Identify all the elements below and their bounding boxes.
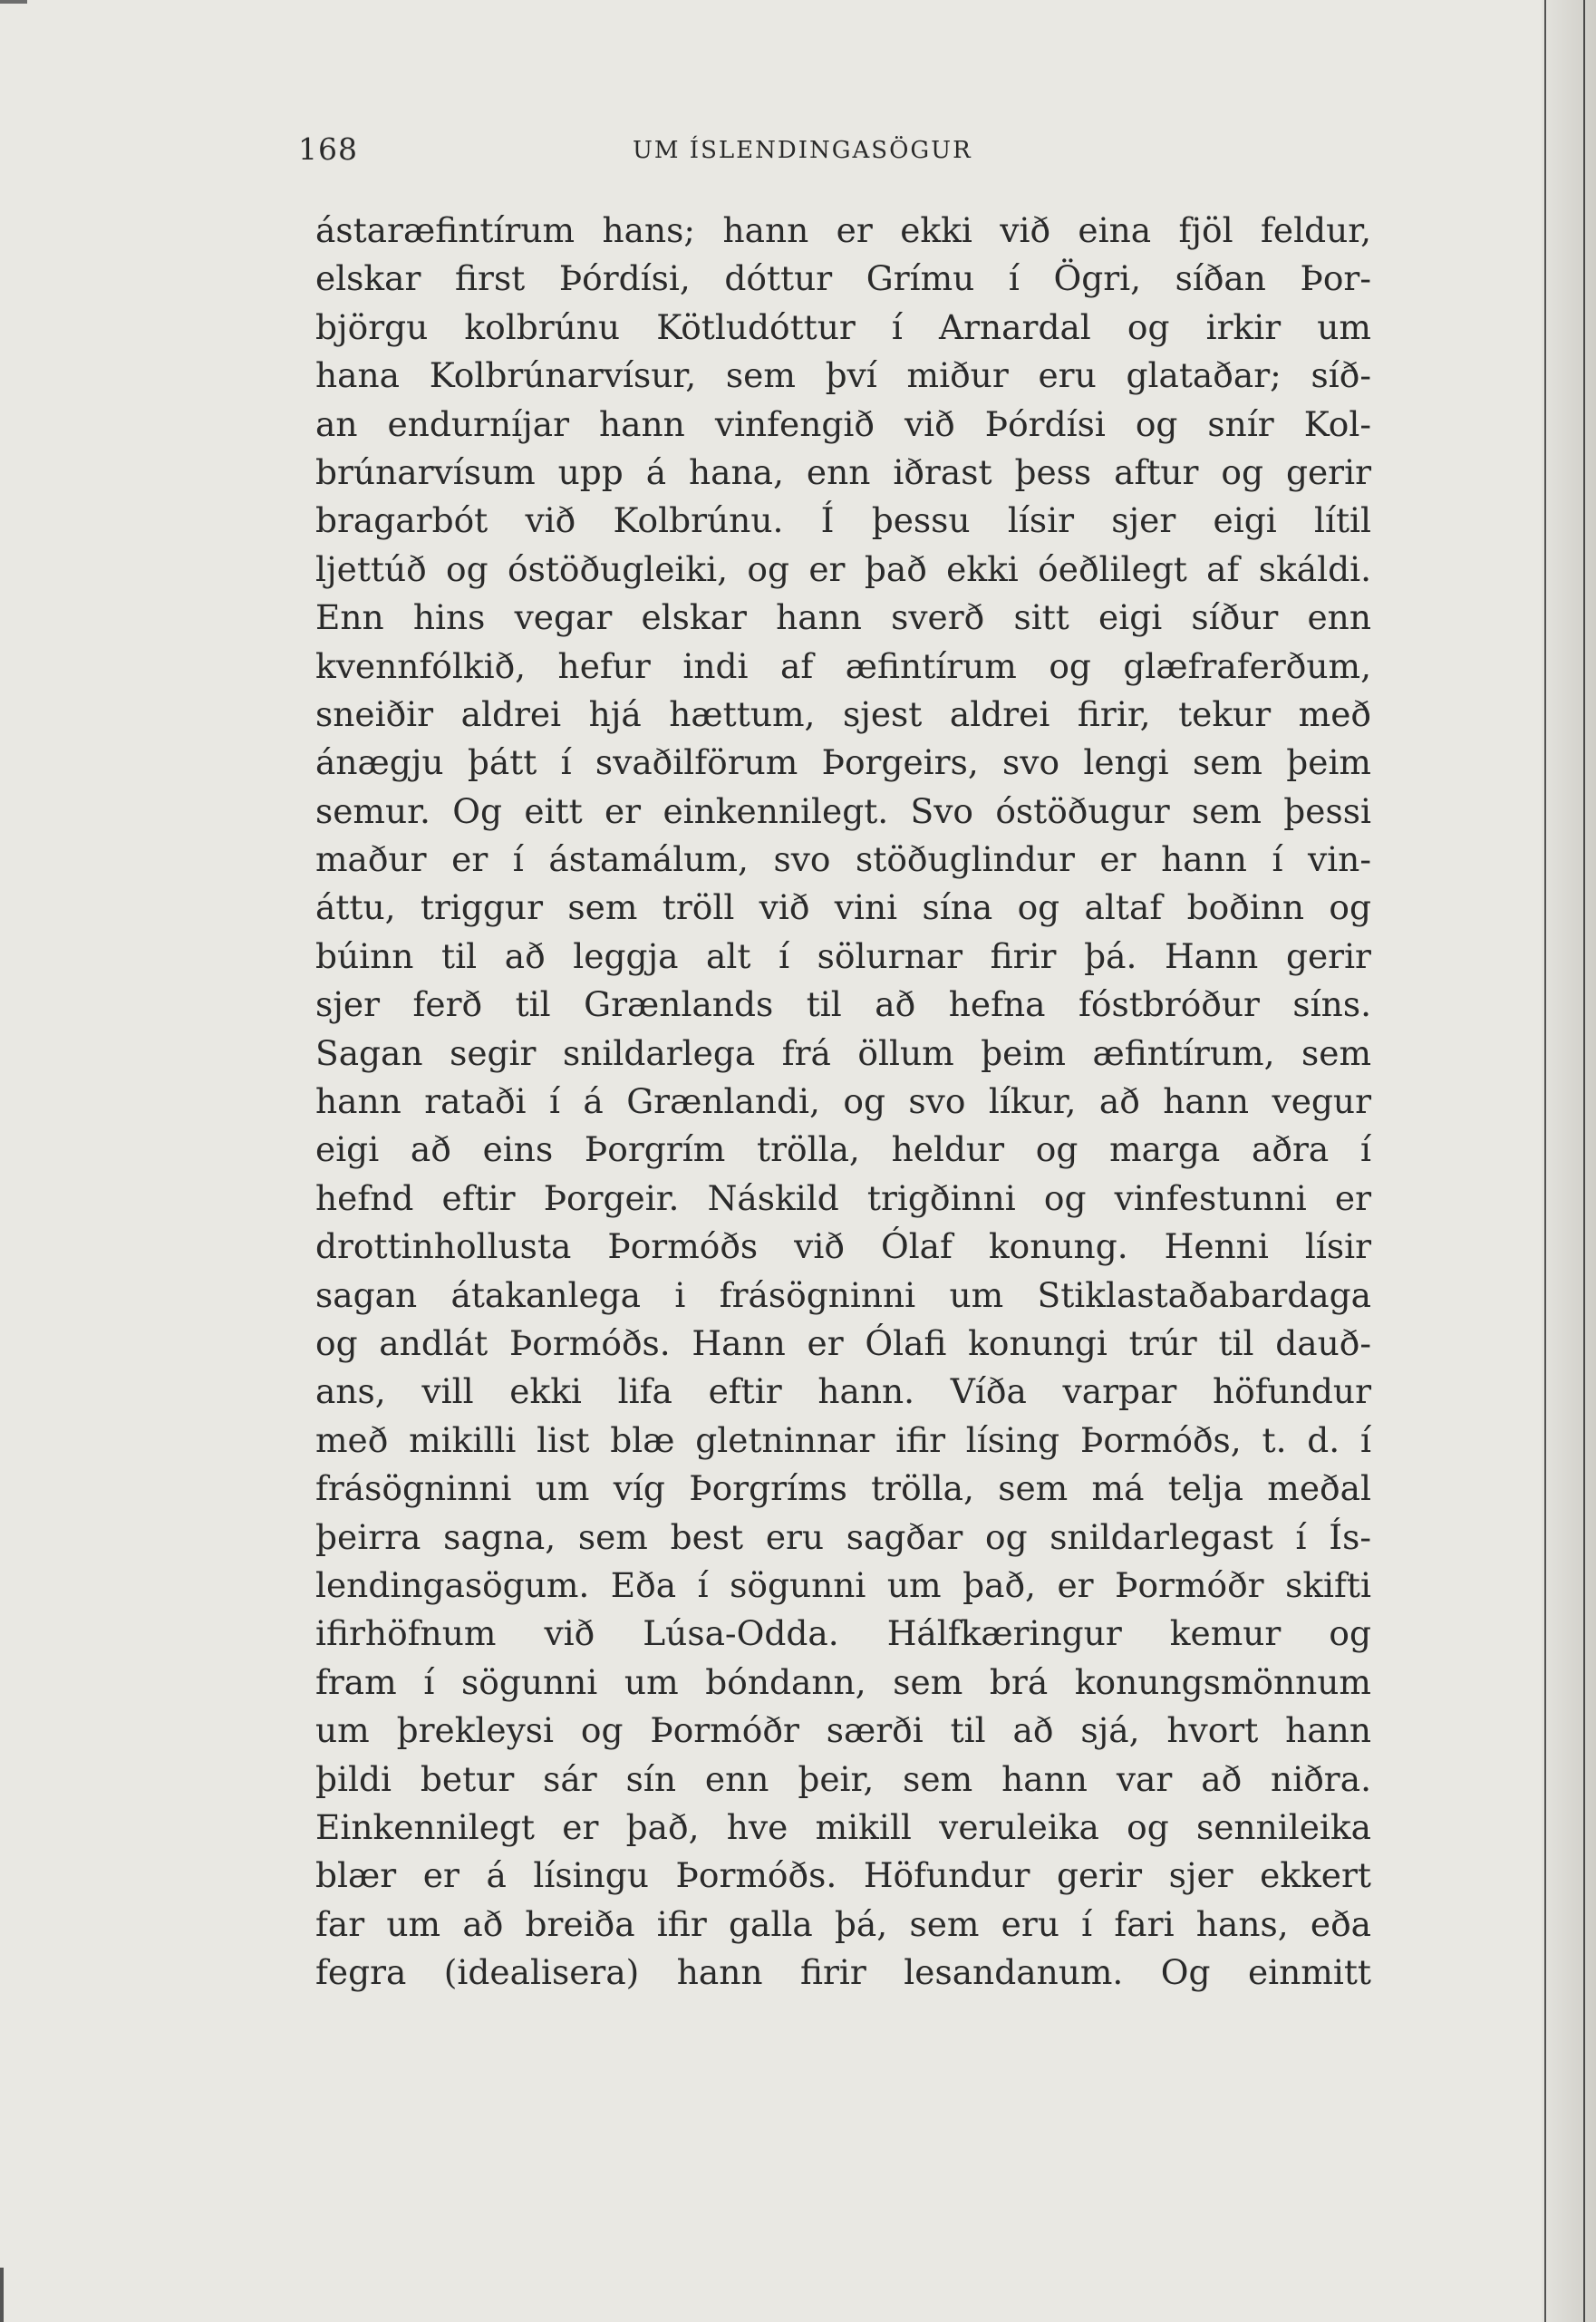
text-line: áttu, triggur sem tröll við vini sína og altaf boðinn og [315, 887, 1371, 928]
text-line: an endurníjar hann vinfengið við Þórdísi og snír Kol- [315, 403, 1371, 444]
text-line: blær er á lísingu Þormóðs. Höfundur gerir sjer ekkert [315, 1855, 1371, 1896]
text-line: björgu kolbrúnu Kötludóttur í Arnardal og irkir um [315, 306, 1371, 347]
scan-shadow [0, 2268, 4, 2322]
page-edge-line [1583, 0, 1585, 2322]
text-line: fegra (idealisera) hann firir lesandanum. Og einmitt [315, 1952, 1371, 1993]
text-line: kvennfólkið, hefur indi af æfintírum og glæfraferðum, [315, 645, 1371, 686]
text-line: brúnarvísum upp á hana, enn iðrast þess aftur og gerir [315, 451, 1371, 492]
text-line: þildi betur sár sín enn þeir, sem hann var að niðra. [315, 1758, 1371, 1799]
page-number: 168 [298, 131, 358, 167]
running-head: UM ÍSLENDINGASÖGUR [633, 137, 972, 164]
text-line: bragarbót við Kolbrúnu. Í þessu lísir sjer eigi lítil [315, 500, 1371, 541]
page-edge-line [1544, 0, 1546, 2322]
text-line: ifirhöfnum við Lúsa-Odda. Hálfkæringur kemur og [315, 1613, 1371, 1654]
text-line: sagan átakanlega i frásögninni um Stiklastaðabardaga [315, 1274, 1371, 1315]
text-line: sjer ferð til Grænlands til að hefna fóstbróður síns. [315, 984, 1371, 1025]
text-line: hann rataði í á Grænlandi, og svo líkur, að hann vegur [315, 1081, 1371, 1122]
text-line: um þrekleysi og Þormóðr særði til að sjá, hvort hann [315, 1710, 1371, 1751]
text-line: hana Kolbrúnarvísur, sem því miður eru glataðar; síð- [315, 355, 1371, 396]
page-header [298, 131, 1354, 177]
text-line: frásögninni um víg Þorgríms tröllа, sem má telja meðal [315, 1468, 1371, 1509]
scan-shadow [0, 0, 27, 4]
text-line: fram í sögunni um bóndann, sem brá konungsmönnum [315, 1661, 1371, 1702]
text-line: með mikilli list blæ gletninnar ifir lísing Þormóðs, t. d. í [315, 1419, 1371, 1460]
text-line: ánægju þátt í svaðilförum Þorgeirs, svo lengi sem þeim [315, 742, 1371, 783]
text-line: lendingasögum. Eða í sögunni um það, er Þormóðr skifti [315, 1564, 1371, 1605]
text-line: ljettúð og óstöðugleiki, og er það ekki óeðlilegt af skáldi. [315, 548, 1371, 589]
text-line: Sagan segir snildarlega frá öllum þeim æfintírum, sem [315, 1032, 1371, 1073]
text-line: og andlát Þormóðs. Hann er Ólafi konungi trúr til dauð- [315, 1322, 1371, 1363]
text-line: maður er í ástamálum, svo stöðuglindur er hann í vin- [315, 839, 1371, 880]
text-line: ans, vill ekki lifa eftir hann. Víða varpar höfundur [315, 1371, 1371, 1412]
text-line: elskar first Þórdísi, dóttur Grímu í Ögri, síðan Þor- [315, 258, 1371, 299]
text-line: hefnd eftir Þorgeir. Náskild trigðinni og vinfestunni er [315, 1177, 1371, 1218]
text-line: Enn hins vegar elskar hann sverð sitt eigi síður enn [315, 597, 1371, 638]
text-line: far um að breiða ifir galla þá, sem eru í fari hans, eða [315, 1903, 1371, 1944]
text-line: eigi að eins Þorgrím tröllа, heldur og marga aðra í [315, 1129, 1371, 1170]
text-line: búinn til að leggja alt í sölurnar firir þá. Hann gerir [315, 935, 1371, 976]
text-line: drottinhollusta Þormóðs við Ólaf konung. Henni lísir [315, 1226, 1371, 1267]
text-line: ástaræfintírum hans; hann er ekki við eina fjöl feldur, [315, 210, 1371, 250]
text-line: semur. Og eitt er einkennilegt. Svo óstöðugur sem þessi [315, 790, 1371, 831]
text-line: þeirra sagna, sem best eru sagðar og snildarlegast í Ís- [315, 1516, 1371, 1557]
text-line: Einkennilegt er það, hve mikill veruleika og sennileika [315, 1806, 1371, 1847]
page-edge [1542, 0, 1596, 2322]
text-line: sneiðir aldrei hjá hættum, sjest aldrei firir, tekur með [315, 693, 1371, 734]
body-text [315, 207, 1371, 1997]
